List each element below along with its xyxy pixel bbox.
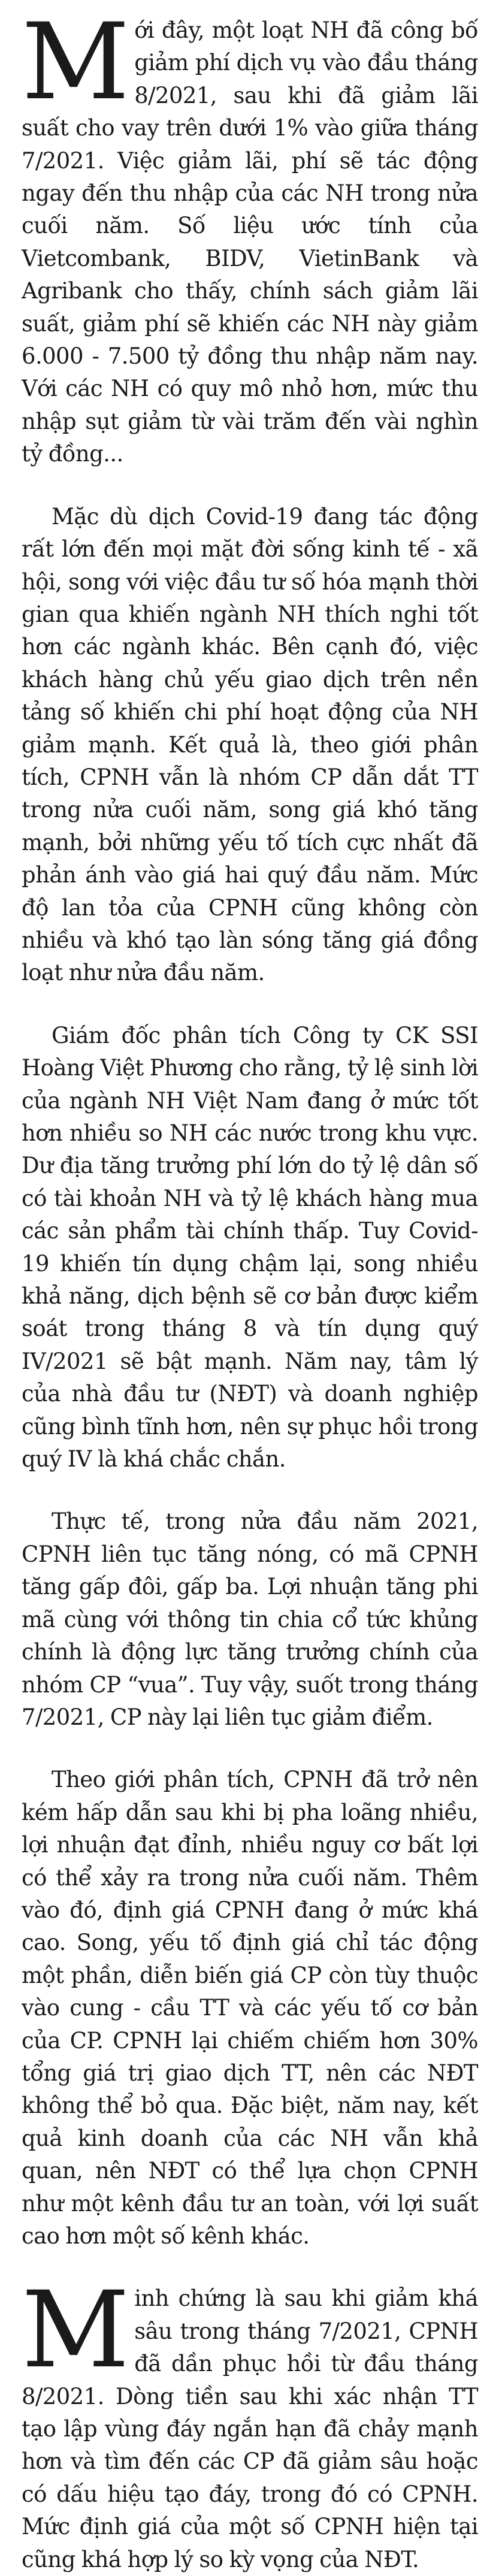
paragraph-5: Theo giới phân tích, CPNH đã trở nên kém hấp dẫn sau khi bị pha loãng nhiều, lợi nhuận đạt đỉnh, nhiều nguy cơ bất lợi có thể xảy ra trong nửa cuối năm. Thêm vào đó, định giá CPNH đang ở mức khá cao. Song, yếu tố định giá chỉ tác động một phần, diễn biến giá CP còn tùy thuộc vào cung - cầu TT và các yếu tố cơ bản của CP. CPNH lại chiếm chiếm hơn 30% tổng giá trị giao dịch TT, nên các NĐT không thể bỏ qua. Đặc biệt, năm nay, kết quả kinh doanh của các NH vẫn khả quan, nên NĐT có thể lựa chọn CPNH như một kênh đầu tư an toàn, với lợi suất cao hơn một số kênh khác.: [22, 1767, 478, 2249]
paragraph-1-text: ới đây, một loạt NH đã công bố giảm phí dịch vụ vào đầu tháng 8/2021, sau khi đã giảm lãi suất cho vay trên dưới 1% vào giữa tháng 7/2021. Việc giảm lãi, phí sẽ tác động ngay đến thu nhập của các NH trong nửa cuối năm. Số liệu ước tính của Vietcombank, BIDV, VietinBank và Agribank cho thấy, chính sách giảm lãi suất, giảm phí sẽ khiến các NH này giảm 6.000 - 7.500 tỷ đồng thu nhập năm nay. Với các NH có quy mô nhỏ hơn, mức thu nhập sụt giảm từ vài trăm đến vài nghìn tỷ đồng...: [22, 17, 478, 467]
paragraph-3: Giám đốc phân tích Công ty CK SSI Hoàng Việt Phương cho rằng, tỷ lệ sinh lời của ngành NH Việt Nam đang ở mức tốt hơn nhiều so NH các nước trong khu vực. Dư địa tăng trưởng phí lớn do tỷ lệ dân số có tài khoản NH và tỷ lệ khách hàng mua các sản phẩm tài chính thấp. Tuy Covid-19 khiến tín dụng chậm lại, song nhiều khả năng, dịch bệnh sẽ cơ bản được kiểm soát trong tháng 8 và tín dụng quý IV/2021 sẽ bật mạnh. Năm nay, tâm lý của nhà đầu tư (NĐT) và doanh nghiệp cũng bình tĩnh hơn, nên sự phục hồi trong quý IV là khá chắc chắn.: [22, 1022, 478, 1473]
paragraph-1: [22, 1, 478, 471]
dropcap-letter: M: [22, 1, 129, 123]
paragraph-4: Thực tế, trong nửa đầu năm 2021, CPNH liên tục tăng nóng, có mã CPNH tăng gấp đôi, gấp ba. Lợi nhuận tăng phi mã cùng với thông tin chia cổ tức khủng chính là động lực tăng trưởng chính của nhóm CP “vua”. Tuy vậy, suốt trong tháng 7/2021, CP này lại liên tục giảm điểm.: [22, 1508, 478, 1730]
paragraph-2: Mặc dù dịch Covid-19 đang tác động rất lớn đến mọi mặt đời sống kinh tế - xã hội, song với việc đầu tư số hóa mạnh thời gian qua khiến ngành NH thích nghi tốt hơn các ngành khác. Bên cạnh đó, việc khách hàng chủ yếu giao dịch trên nền tảng số khiến chi phí hoạt động của NH giảm mạnh. Kết quả là, theo giới phân tích, CPNH vẫn là nhóm CP dẫn dắt TT trong nửa cuối năm, song giá khó tăng mạnh, bởi những yếu tố tích cực nhất đã phản ánh vào giá hai quý đầu năm. Mức độ lan tỏa của CPNH cũng không còn nhiều và khó tạo làn sóng tăng giá đồng loạt như nửa đầu năm.: [22, 503, 478, 986]
paragraph-6-text: inh chứng là sau khi giảm khá sâu trong tháng 7/2021, CPNH đã dần phục hồi từ đầu tháng 8/2021. Dòng tiền sau khi xác nhận TT tạo lập vùng đáy ngắn hạn đã chảy mạnh hơn và tìm đến các CP đã giảm sâu hoặc có dấu hiệu tạo đáy, trong đó có CPNH. Mức định giá của một số CPNH hiện tại cũng khá hợp lý so kỳ vọng của NĐT.: [22, 2285, 478, 2572]
dropcap-letter: M: [22, 2269, 129, 2392]
article-body: [22, 1, 478, 2576]
paragraph-6: [22, 2269, 478, 2576]
